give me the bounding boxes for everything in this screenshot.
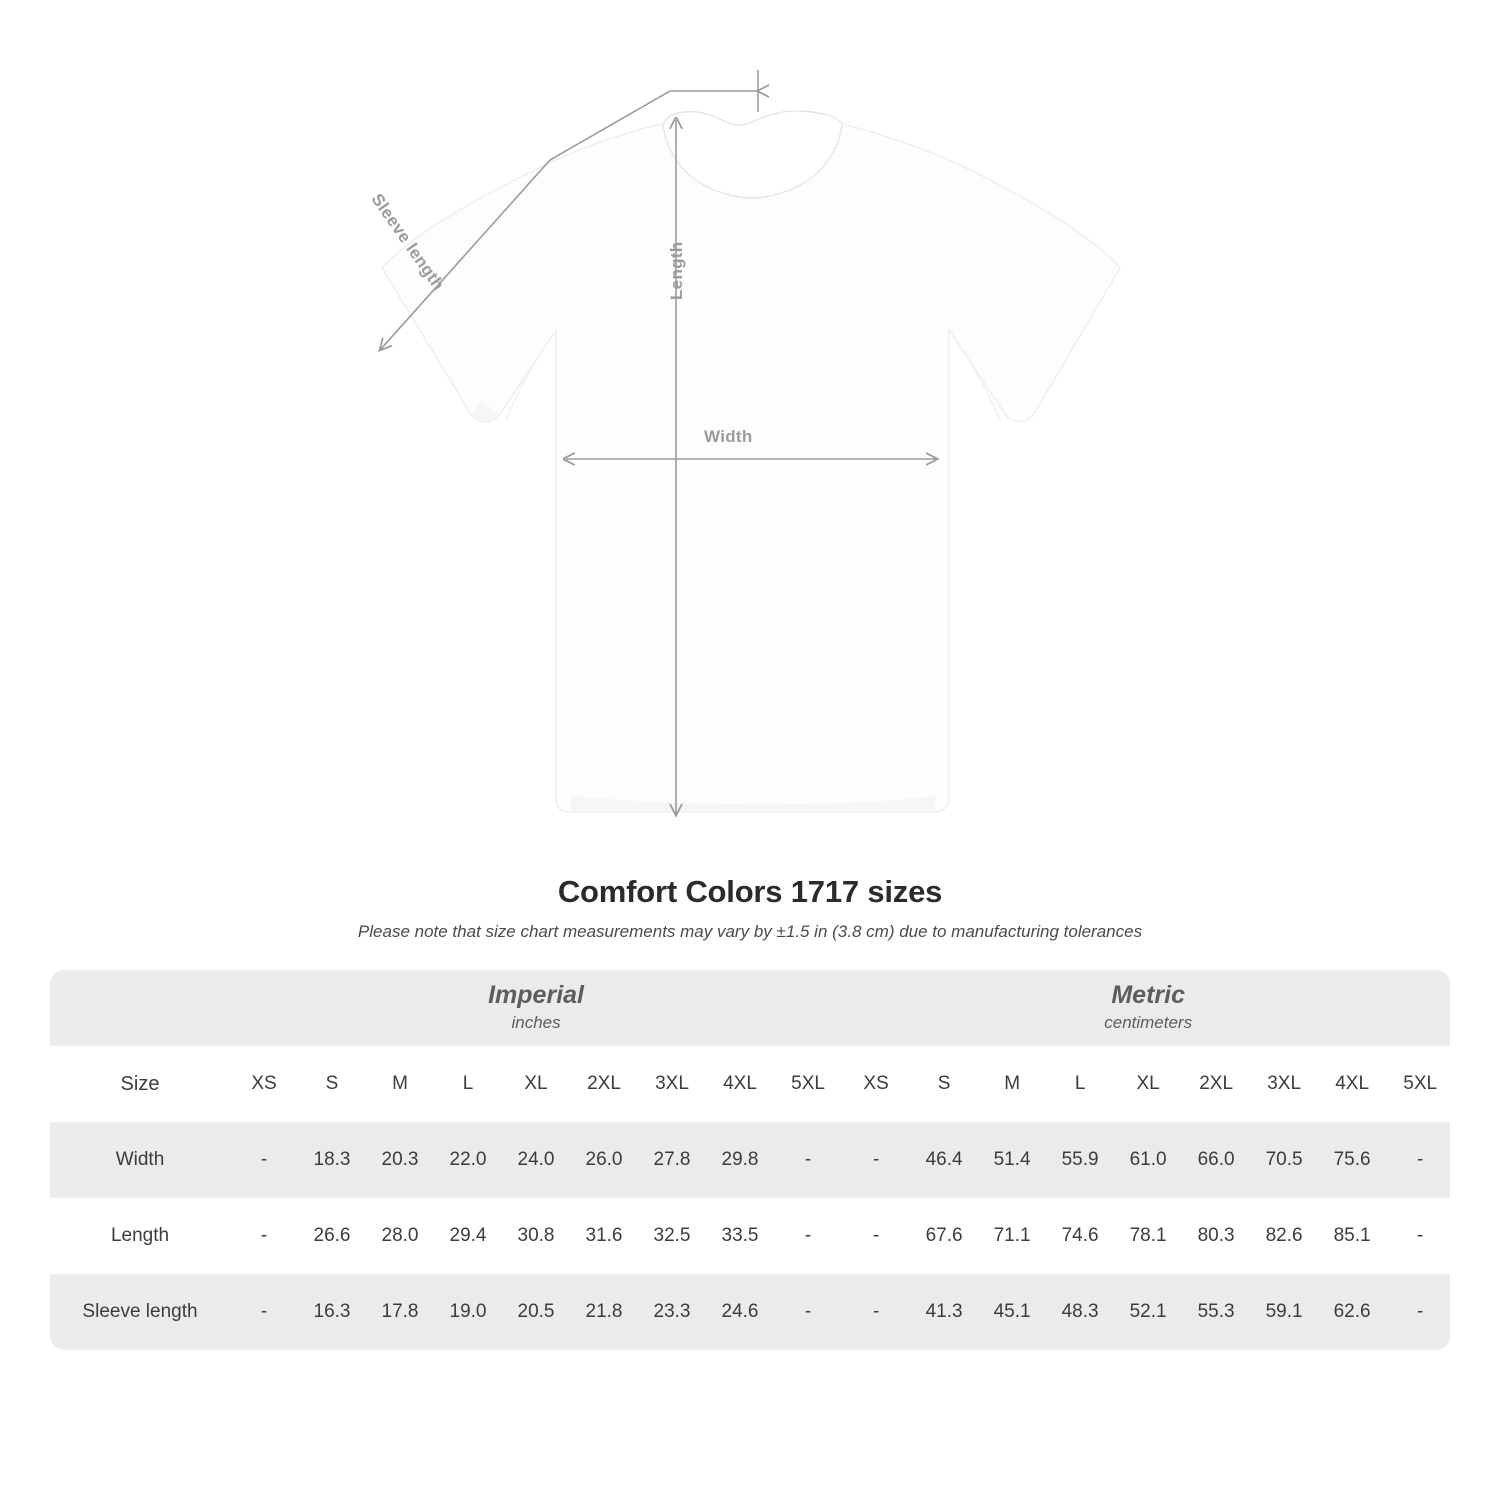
cell-sleeve-imperial-m: 17.8 <box>366 1274 434 1350</box>
cell-width-metric-4xl: 75.6 <box>1318 1122 1386 1198</box>
sleeve-length-label: Sleeve length <box>367 190 449 294</box>
cell-sleeve-imperial-xs: - <box>230 1274 298 1350</box>
cell-sleeve-imperial-4xl: 24.6 <box>706 1274 774 1350</box>
cell-length-metric-3xl: 82.6 <box>1250 1198 1318 1274</box>
cell-length-metric-xs: - <box>842 1198 910 1274</box>
cell-width-imperial-3xl: 27.8 <box>638 1122 706 1198</box>
size-header-row <box>50 1046 1450 1122</box>
size-header-imperial-3xl: 3XL <box>638 1046 706 1122</box>
cell-length-metric-m: 71.1 <box>978 1198 1046 1274</box>
cell-length-imperial-3xl: 32.5 <box>638 1198 706 1274</box>
cell-sleeve-imperial-5xl: - <box>774 1274 842 1350</box>
unit-metric-cell <box>842 970 1450 1046</box>
cell-length-metric-2xl: 80.3 <box>1182 1198 1250 1274</box>
cell-width-metric-5xl: - <box>1386 1122 1450 1198</box>
cell-sleeve-metric-xs: - <box>842 1274 910 1350</box>
cell-sleeve-metric-4xl: 62.6 <box>1318 1274 1386 1350</box>
cell-sleeve-imperial-3xl: 23.3 <box>638 1274 706 1350</box>
cell-width-metric-xs: - <box>842 1122 910 1198</box>
unit-imperial-name: Imperial <box>488 981 584 1010</box>
size-header-imperial-2xl: 2XL <box>570 1046 638 1122</box>
title-block <box>0 874 1500 942</box>
size-header-metric-m: M <box>978 1046 1046 1122</box>
length-label: Length <box>667 241 686 300</box>
cell-length-imperial-m: 28.0 <box>366 1198 434 1274</box>
row-label-width: Width <box>50 1122 230 1198</box>
row-label-sleeve-length: Sleeve length <box>50 1274 230 1350</box>
size-header-imperial-s: S <box>298 1046 366 1122</box>
cell-length-imperial-l: 29.4 <box>434 1198 502 1274</box>
cell-length-imperial-2xl: 31.6 <box>570 1198 638 1274</box>
width-label: Width <box>704 427 753 446</box>
cell-sleeve-imperial-s: 16.3 <box>298 1274 366 1350</box>
cell-width-imperial-s: 18.3 <box>298 1122 366 1198</box>
cell-sleeve-metric-s: 41.3 <box>910 1274 978 1350</box>
cell-width-metric-m: 51.4 <box>978 1122 1046 1198</box>
table-row <box>50 1122 1450 1198</box>
size-header-metric-3xl: 3XL <box>1250 1046 1318 1122</box>
cell-length-metric-5xl: - <box>1386 1198 1450 1274</box>
size-header-metric-s: S <box>910 1046 978 1122</box>
tolerance-note: Please note that size chart measurements may vary by ±1.5 in (3.8 cm) due to manufacturing tolerances <box>357 922 1143 941</box>
cell-width-imperial-xs: - <box>230 1122 298 1198</box>
cell-length-imperial-4xl: 33.5 <box>706 1198 774 1274</box>
table-row <box>50 1198 1450 1274</box>
cell-width-metric-2xl: 66.0 <box>1182 1122 1250 1198</box>
unit-imperial-sub: inches <box>511 1013 561 1033</box>
cell-sleeve-metric-3xl: 59.1 <box>1250 1274 1318 1350</box>
shirt-shape <box>382 111 1120 812</box>
cell-length-metric-s: 67.6 <box>910 1198 978 1274</box>
cell-sleeve-metric-xl: 52.1 <box>1114 1274 1182 1350</box>
cell-sleeve-metric-l: 48.3 <box>1046 1274 1114 1350</box>
cell-width-metric-l: 55.9 <box>1046 1122 1114 1198</box>
cell-width-imperial-4xl: 29.8 <box>706 1122 774 1198</box>
cell-length-metric-4xl: 85.1 <box>1318 1198 1386 1274</box>
cell-sleeve-metric-2xl: 55.3 <box>1182 1274 1250 1350</box>
size-header-imperial-xs: XS <box>230 1046 298 1122</box>
size-header-label: Size <box>50 1046 230 1122</box>
size-table <box>50 970 1450 1350</box>
unit-imperial-cell <box>230 970 842 1046</box>
cell-length-imperial-5xl: - <box>774 1198 842 1274</box>
size-header-metric-xl: XL <box>1114 1046 1182 1122</box>
size-header-metric-xs: XS <box>842 1046 910 1122</box>
size-header-imperial-4xl: 4XL <box>706 1046 774 1122</box>
size-header-imperial-5xl: 5XL <box>774 1046 842 1122</box>
unit-metric-sub: centimeters <box>1104 1013 1193 1033</box>
cell-length-metric-xl: 78.1 <box>1114 1198 1182 1274</box>
page-title: Comfort Colors 1717 sizes <box>557 874 943 909</box>
size-header-metric-l: L <box>1046 1046 1114 1122</box>
unit-header-row <box>50 970 1450 1046</box>
unit-metric-name: Metric <box>1111 981 1185 1010</box>
size-header-imperial-m: M <box>366 1046 434 1122</box>
cell-width-metric-3xl: 70.5 <box>1250 1122 1318 1198</box>
cell-length-imperial-xs: - <box>230 1198 298 1274</box>
cell-width-imperial-5xl: - <box>774 1122 842 1198</box>
size-header-metric-4xl: 4XL <box>1318 1046 1386 1122</box>
cell-width-imperial-2xl: 26.0 <box>570 1122 638 1198</box>
cell-width-imperial-xl: 24.0 <box>502 1122 570 1198</box>
row-label-length: Length <box>50 1198 230 1274</box>
size-header-metric-5xl: 5XL <box>1386 1046 1450 1122</box>
cell-sleeve-imperial-xl: 20.5 <box>502 1274 570 1350</box>
cell-width-imperial-l: 22.0 <box>434 1122 502 1198</box>
cell-sleeve-imperial-2xl: 21.8 <box>570 1274 638 1350</box>
cell-length-imperial-s: 26.6 <box>298 1198 366 1274</box>
cell-width-imperial-m: 20.3 <box>366 1122 434 1198</box>
cell-sleeve-imperial-l: 19.0 <box>434 1274 502 1350</box>
cell-sleeve-metric-5xl: - <box>1386 1274 1450 1350</box>
cell-width-metric-xl: 61.0 <box>1114 1122 1182 1198</box>
size-table-wrapper <box>50 970 1450 1350</box>
table-row <box>50 1274 1450 1350</box>
size-header-imperial-l: L <box>434 1046 502 1122</box>
cell-length-metric-l: 74.6 <box>1046 1198 1114 1274</box>
cell-sleeve-metric-m: 45.1 <box>978 1274 1046 1350</box>
cell-width-metric-s: 46.4 <box>910 1122 978 1198</box>
cell-length-imperial-xl: 30.8 <box>502 1198 570 1274</box>
size-header-imperial-xl: XL <box>502 1046 570 1122</box>
size-header-metric-2xl: 2XL <box>1182 1046 1250 1122</box>
unit-corner-cell <box>50 970 230 1046</box>
